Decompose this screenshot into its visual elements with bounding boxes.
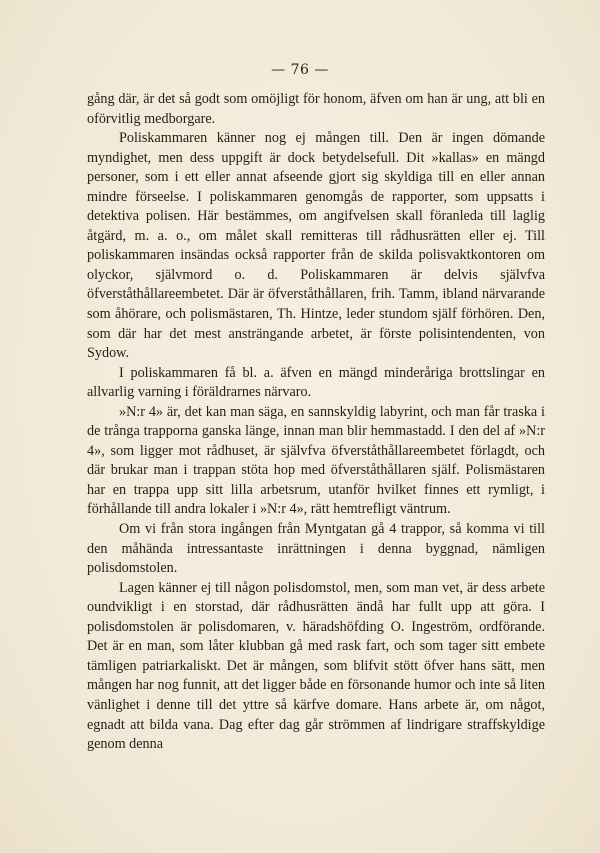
paragraph-2: Poliskammaren känner nog ej mången till. Den är ingen dömande myndighet, men dess uppgift är dock betydelsefull. Dit »kallas» en mängd personer, som i ett eller annat afseende gjort sig skyldiga till en eller annan mindre förseelse. I poliskammaren genomgås de rapporter, som uppsatts i detektiva polisen. Här bestämmes, om angifvelsen skall föranleda till laglig åtgärd, m. a. o., om målet skall remitteras till rådhusrätten eller ej. Till poliskammaren insändas också rapporter från de skilda polisvaktkontoren om olyckor, självmord o. d. Poliskammaren är delvis självfva öfverståthållareembetet. Där är öfverståthållaren, frih. Tamm, ibland närvarande som åhörare, och polismästaren, Th. Hintze, leder stundom själf förhören. Den, som där har det mest ansträngande arbetet, är förste polisintendenten, von Sydow. — [87, 130, 545, 362]
paragraph-1: gång där, är det så godt som omöjligt för honom, äfven om han är ung, att bli en oförvitlig medborgare. — [87, 91, 545, 127]
page-number: — 76 — — [271, 62, 329, 78]
paragraph-4: »N:r 4» är, det kan man säga, en sannskyldig labyrint, och man får traska i de trånga trapporna ganska länge, innan man blir hemmastadd. I den del af »N:r 4», som ligger mot rådhuset, är självfva öfverståthållareembetet förlagdt, och där brukar man i trappan stöta hop med öfverståthållaren själf. Polismästaren har en trappa upp sitt lilla arbetsrum, utanför hvilket finnes ett rymligt, i förhållande till andra lokaler i »N:r 4», rätt hemtrefligt väntrum. — [87, 403, 545, 518]
paragraph-5: Om vi från stora ingången från Myntgatan gå 4 trappor, så komma vi till den måhända intressantaste inrättningen i denna byggnad, nämligen polisdomstolen. — [87, 521, 545, 577]
body-text — [87, 90, 545, 755]
paragraph-3: I poliskammaren få bl. a. äfven en mängd minderåriga brottslingar en allvarlig varning i föräldrarnes närvaro. — [87, 364, 545, 401]
paragraph-6: Lagen känner ej till någon polisdomstol, men, som man vet, är dess arbete oundvikligt i en storstad, där rådhusrätten ändå har fullt upp att göra. I polisdomstolen är polisdomaren, v. häradshöfding O. Ingeström, ordförande. Det är en man, som låter klubban gå med rask fart, och som tager sitt embete tämligen patriarkaliskt. Det är mången, som blifvit stött öfver hans sätt, men mången har nog funnit, att det ligger både en försonande humor och inte så liten vänlighet i denne till det yttre så kärfve domare. Hans arbete är, om något, egnadt att bilda vana. Dag efter dag går strömmen af lindrigare straffskyldige genom denna — [87, 579, 545, 753]
